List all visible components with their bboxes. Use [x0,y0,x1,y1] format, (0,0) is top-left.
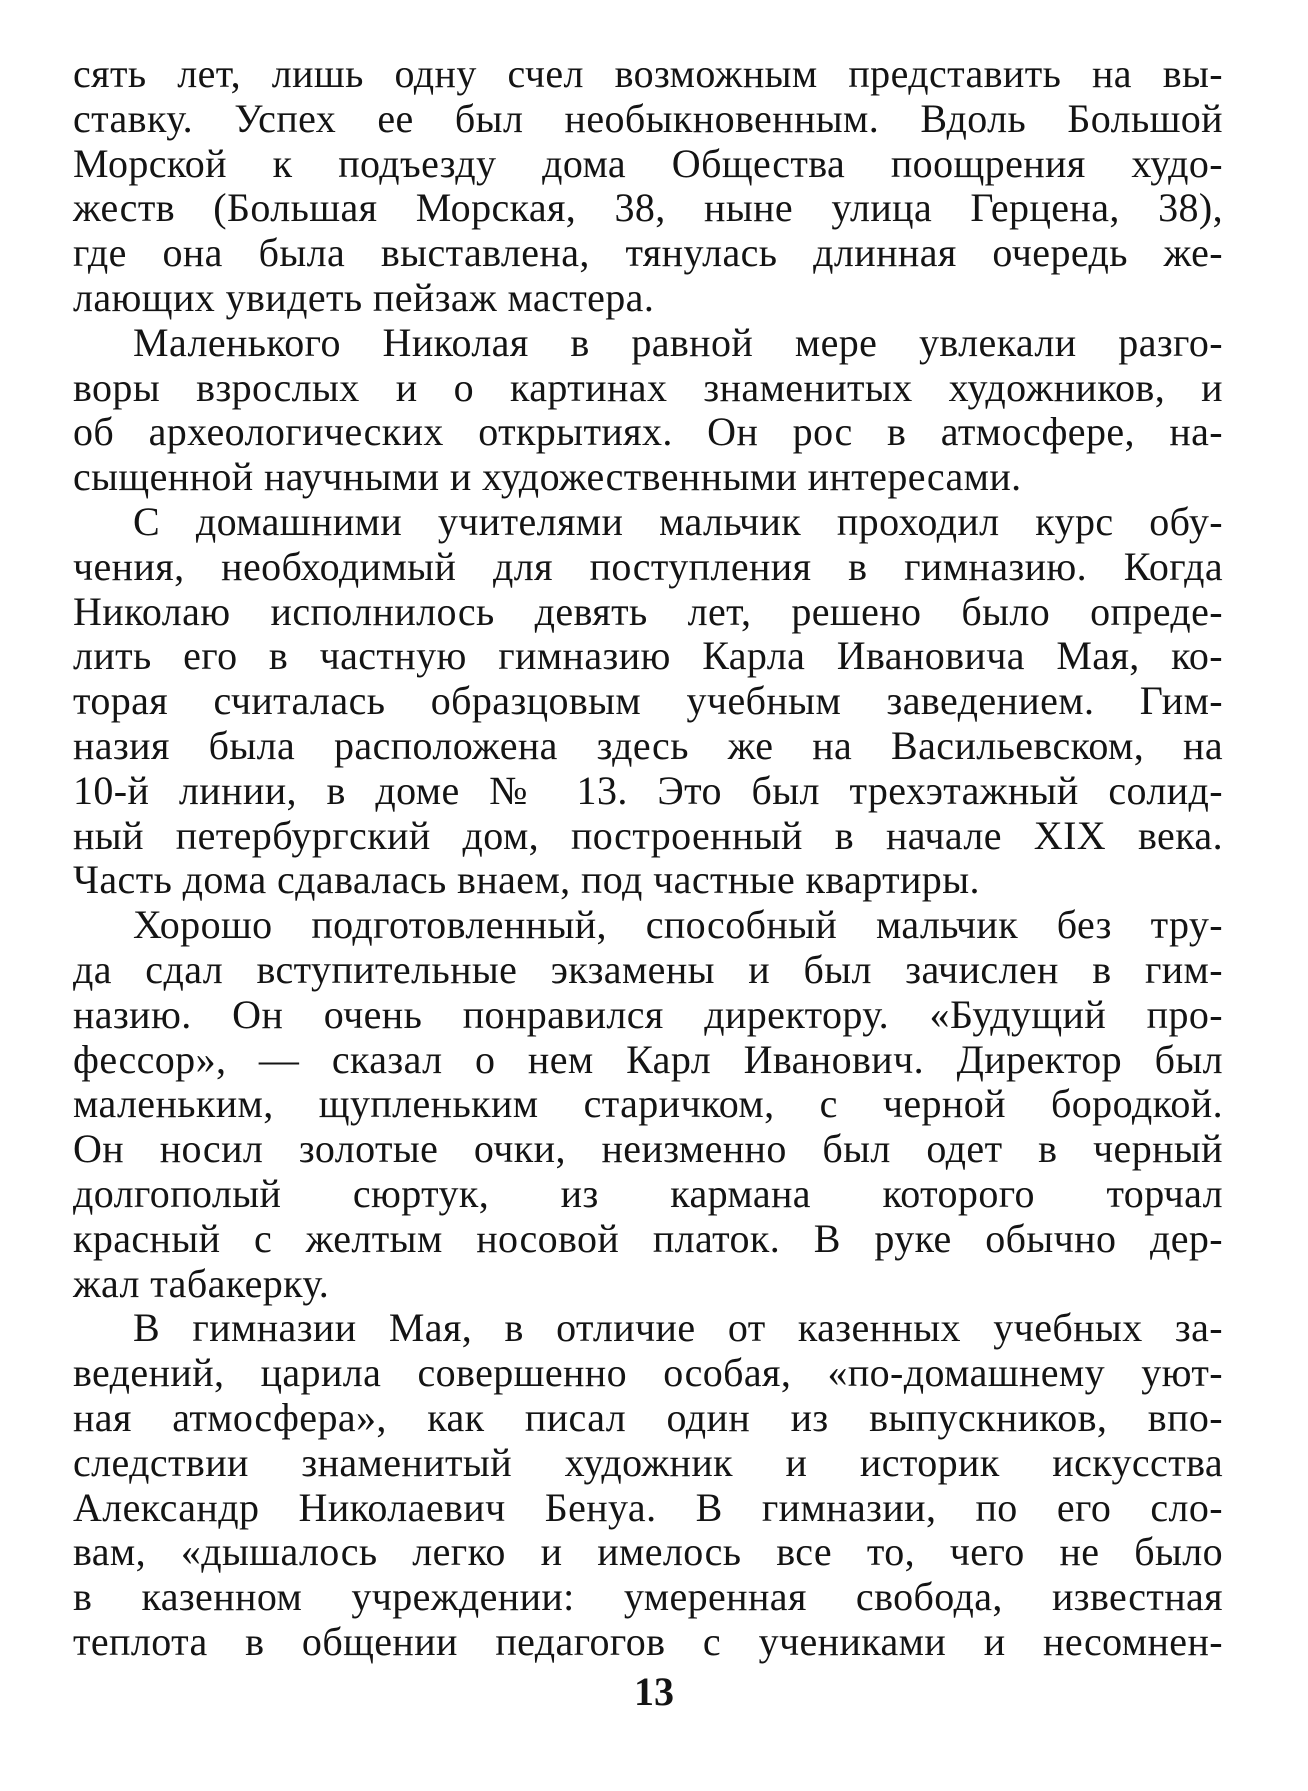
text-line: в казенном учреждении: умеренная свобода, известная [73,1574,1223,1620]
text-line: Хорошо подготовленный, способный мальчик без тру- [133,902,1223,948]
text-line: сять лет, лишь одну счел возможным представить на вы- [73,51,1223,96]
text-line: фессор», — сказал о нем Карл Иванович. Директор был [73,1036,1223,1082]
text-line: торая считалась образцовым учебным заведением. Гим- [73,678,1223,724]
text-line: лающих увидеть пейзаж мастера. [73,274,655,320]
text-line: следствии знаменитый художник и историк искусства [73,1439,1223,1485]
text-line: воры взрослых и о картинах знаменитых художников, и [73,364,1223,410]
text-line: лить его в частную гимназию Карла Ивановича Мая, ко- [73,633,1223,679]
text-line: где она была выставлена, тянулась длинная очередь же- [73,230,1223,276]
text-line: жал табакерку. [73,1260,330,1306]
text-line: назию. Он очень понравился директору. «Будущий про- [73,991,1223,1037]
text-line: маленьким, щупленьким старичком, с черной бородкой. [73,1081,1223,1127]
text-line: жеств (Большая Морская, 38, ныне улица Герцена, 38), [73,185,1223,231]
text-line: ставку. Успех ее был необыкновенным. Вдоль Большой [73,95,1223,141]
text-line: ная атмосфера», как писал один из выпускников, впо- [73,1394,1223,1440]
text-line: ведений, царила совершенно особая, «по-домашнему уют- [73,1350,1223,1396]
text-line: Часть дома сдавалась внаем, под частные квартиры. [73,857,980,903]
page-number: 13 [634,1669,674,1714]
text-line: долгополый сюртук, из кармана которого торчал [73,1170,1223,1216]
text-line: назия была расположена здесь же на Васильевском, на [73,722,1223,768]
text-line: теплота в общении педагогов с учениками и несомнен- [73,1618,1223,1664]
text-line: сыщенной научными и художественными интересами. [73,454,1022,500]
text-line: об археологических открытиях. Он рос в атмосфере, на- [73,409,1223,455]
text-line: вам, «дышалось легко и имелось все то, чего не было [73,1529,1223,1575]
text-line: красный с желтым носовой платок. В руке обычно дер- [73,1215,1223,1261]
text-line: чения, необходимый для поступления в гимназию. Когда [73,543,1223,589]
text-line: Морской к подъезду дома Общества поощрения худо- [73,140,1223,186]
text-line: Маленького Николая в равной мере увлекали разго- [133,319,1223,365]
text-line: ный петербургский дом, построенный в начале XIX века. [73,812,1223,858]
text-line: Александр Николаевич Бенуа. В гимназии, по его сло- [73,1484,1223,1530]
text-line: С домашними учителями мальчик проходил курс обу- [133,498,1223,544]
text-line: да сдал вступительные экзамены и был зачислен в гим- [73,946,1223,992]
body-text [73,52,1223,1665]
text-line: Николаю исполнилось девять лет, решено было опреде- [73,588,1223,634]
text-line: В гимназии Мая, в отличие от казенных учебных за- [133,1305,1223,1351]
text-line: Он носил золотые очки, неизменно был одет в черный [73,1126,1223,1172]
text-line: 10-й линии, в доме № 13. Это был трехэтажный солид- [73,767,1223,813]
